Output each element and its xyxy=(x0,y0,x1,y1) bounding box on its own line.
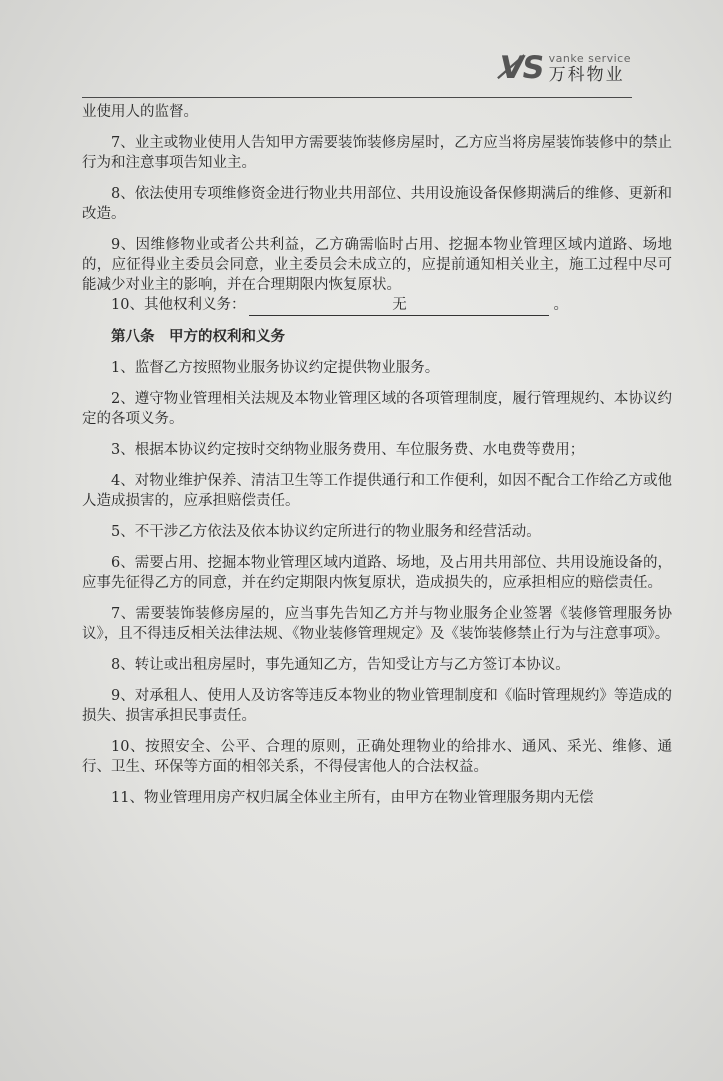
paragraph-continuation: 业使用人的监督。 xyxy=(82,104,198,120)
party-a-item-8: 8、转让或出租房屋时，事先通知乙方，告知受让方与乙方签订本协议。 xyxy=(111,657,570,673)
brand-name-cn: 万科物业 xyxy=(548,64,625,85)
vanke-service-logo xyxy=(497,50,631,86)
document-body xyxy=(82,102,672,808)
party-a-item-6: 6、需要占用、挖掘本物业管理区域内道路、场地，及占用共用部位、共用设施设备的，应事先征得乙方的同意，并在约定期限内恢复原状，造成损失的，应承担相应的赔偿责任。 xyxy=(82,555,672,591)
clause-8-2: 8、依法使用专项维修资金进行物业共用部位、共用设施设备保修期满后的维修、更新和改造。 xyxy=(82,186,672,222)
brand-name-en: vanke service xyxy=(548,51,631,65)
party-a-item-4: 4、对物业维护保养、清洁卫生等工作提供通行和工作便利，如因不配合工作给乙方或他人造成损害的，应承担赔偿责任。 xyxy=(82,473,672,509)
brand-text xyxy=(549,53,631,84)
party-a-item-1: 1、监督乙方按照物业服务协议约定提供物业服务。 xyxy=(111,360,440,376)
clause-10-fill-value: 无 xyxy=(249,295,549,316)
party-a-item-3: 3、根据本协议约定按时交纳物业服务费用、车位服务费、水电费等费用； xyxy=(111,442,585,458)
party-a-item-11: 11、物业管理用房产权归属全体业主所有，由甲方在物业管理服务期内无偿 xyxy=(111,790,594,806)
clause-10-label: 10、其他权利义务： xyxy=(111,297,246,313)
clause-7-2: 7、业主或物业使用人告知甲方需要装饰装修房屋时，乙方应当将房屋装饰装修中的禁止行为和注意事项告知业主。 xyxy=(82,135,672,171)
party-a-item-9: 9、对承租人、使用人及访客等违反本物业的物业管理制度和《临时管理规约》等造成的损失、损害承担民事责任。 xyxy=(82,688,672,724)
clause-10-other-rights xyxy=(82,295,672,316)
party-a-item-7: 7、需要装饰装修房屋的，应当事先告知乙方并与物业服务企业签署《装修管理服务协议》，且不得违反相关法律法规、《物业装修管理规定》及《装饰装修禁止行为与注意事项》。 xyxy=(82,606,672,642)
clause-10-period: 。 xyxy=(553,297,568,313)
party-a-item-5: 5、不干涉乙方依法及依本协议约定所进行的物业服务和经营活动。 xyxy=(111,524,541,540)
party-a-item-10: 10、按照安全、公平、合理的原则，正确处理物业的给排水、通风、采光、维修、通行、卫生、环保等方面的相邻关系，不得侵害他人的合法权益。 xyxy=(82,739,672,775)
article-8-heading: 第八条 甲方的权利和义务 xyxy=(111,329,285,345)
vanke-logo-mark: V̸S xyxy=(497,50,546,86)
header-divider xyxy=(82,97,632,98)
party-a-item-2: 2、遵守物业管理相关法规及本物业管理区域的各项管理制度，履行管理规约、本协议约定的各项义务。 xyxy=(82,391,672,427)
clause-9-2: 9、因维修物业或者公共利益，乙方确需临时占用、挖掘本物业管理区域内道路、场地的，应征得业主委员会同意，业主委员会未成立的，应提前通知相关业主，施工过程中尽可能减少对业主的影响，并在合理期限内恢复原状。 xyxy=(82,237,672,293)
